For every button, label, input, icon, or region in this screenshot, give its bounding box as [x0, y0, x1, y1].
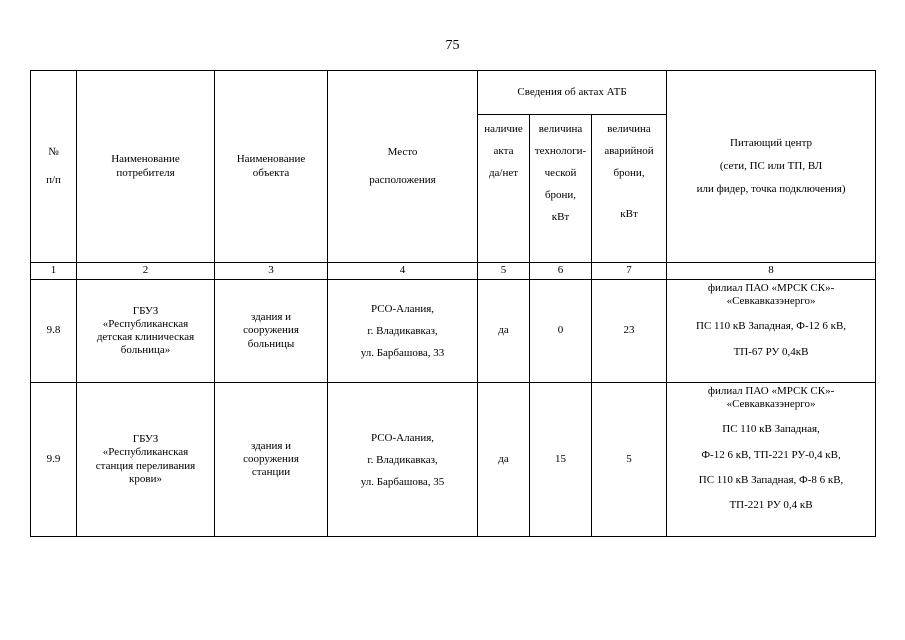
- header-col-emergency-reserve: величина аварийной брони, кВт: [592, 115, 667, 263]
- column-number: 4: [328, 263, 478, 280]
- header-col-tech-reserve: величина технологи- ческой брони, кВт: [530, 115, 592, 263]
- header-col-object: Наименование объекта: [215, 71, 328, 263]
- header-col-act: наличие акта да/нет: [478, 115, 530, 263]
- consumer-name: ГБУЗ «Республиканская станция переливания крови»: [77, 383, 215, 537]
- row-number: 9.9: [31, 383, 77, 537]
- column-number: 7: [592, 263, 667, 280]
- table-row: [31, 280, 876, 383]
- consumers-table: [30, 70, 876, 537]
- act-present: да: [478, 280, 530, 383]
- emergency-reserve-value: 5: [592, 383, 667, 537]
- location: РСО-Алания, г. Владикавказ, ул. Барбашова, 33: [328, 280, 478, 383]
- object-name: здания и сооружения станции: [215, 383, 328, 537]
- tech-reserve-value: 15: [530, 383, 592, 537]
- column-number: 6: [530, 263, 592, 280]
- header-col-consumer: Наименование потребителя: [77, 71, 215, 263]
- power-center: филиал ПАО «МРСК СК»- «Севкавказэнерго» ПС 110 кВ Западная, Ф-12 6 кВ, ТП-221 РУ-0,4 кВ, ПС 110 кВ Западная, Ф-8 6 кВ, ТП-221 РУ 0,4 кВ: [667, 383, 876, 537]
- emergency-reserve-value: 23: [592, 280, 667, 383]
- page-number: 75: [445, 38, 460, 53]
- location: РСО-Алания, г. Владикавказ, ул. Барбашова, 35: [328, 383, 478, 537]
- header-col-location: Место расположения: [328, 71, 478, 263]
- header-col-power-center: Питающий центр (сети, ПС или ТП, ВЛ или фидер, точка подключения): [667, 71, 876, 263]
- header-col-number: № п/п: [31, 71, 77, 263]
- header-group-atb: Сведения об актах АТБ: [478, 71, 667, 115]
- consumer-name: ГБУЗ «Республиканская детская клиническая больница»: [77, 280, 215, 383]
- column-number: 1: [31, 263, 77, 280]
- tech-reserve-value: 0: [530, 280, 592, 383]
- table-row: [31, 383, 876, 537]
- column-number: 5: [478, 263, 530, 280]
- object-name: здания и сооружения больницы: [215, 280, 328, 383]
- power-center: филиал ПАО «МРСК СК»- «Севкавказэнерго» ПС 110 кВ Западная, Ф-12 6 кВ, ТП-67 РУ 0,4кВ: [667, 280, 876, 383]
- column-number: 2: [77, 263, 215, 280]
- row-number: 9.8: [31, 280, 77, 383]
- act-present: да: [478, 383, 530, 537]
- column-number: 8: [667, 263, 876, 280]
- column-numbers-row: [31, 263, 876, 280]
- column-number: 3: [215, 263, 328, 280]
